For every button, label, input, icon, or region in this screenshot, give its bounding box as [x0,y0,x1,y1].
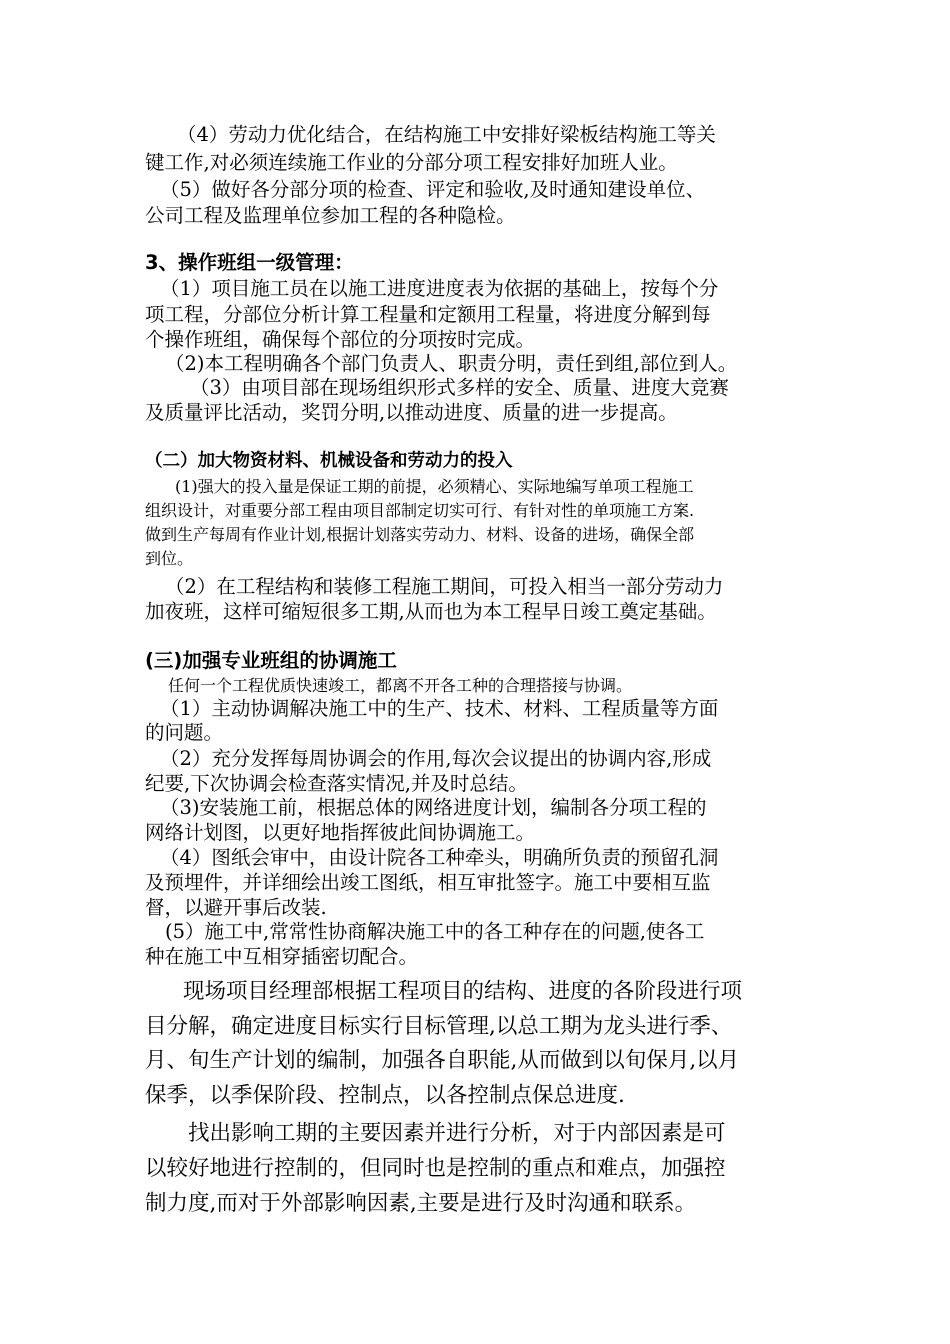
paragraph-line: 个操作班组，确保每个部位的分项按时完成。 [145,328,536,351]
paragraph-line: （2)本工程明确各个部门负责人、职责分明，责任到组,部位到人。 [165,352,738,375]
section-heading: （二）加大物资材料、机械设备和劳动力的投入 [145,451,513,471]
paragraph-line: （3)安装施工前，根据总体的网络进度计划，编制各分项工程的 [160,796,707,819]
section-heading: 3、操作班组一级管理： [145,251,354,274]
paragraph-line: 键工作,对必须连续施工作业的分部分项工程安排好加班人业。 [145,151,678,174]
paragraph-line-large: 以较好地进行控制的，但同时也是控制的重点和难点，加强控 [145,1156,726,1181]
paragraph-line: 的问题。 [145,721,224,744]
paragraph-line: 纪要,下次协调会检查落实情况,并及时总结。 [145,772,528,795]
paragraph-line: (5）施工中,常常性协商解决施工中的各工种存在的问题,使各工 [165,920,705,943]
paragraph-line-large: 目分解，确定进度目标实行目标管理,以总工期为龙头进行季、 [145,1014,733,1039]
paragraph-line: 督，以避开事后改装. [145,896,327,919]
paragraph-line: （4）劳动力优化结合，在结构施工中安排好梁板结构施工等关 [177,123,716,146]
paragraph-line-small: (1)强大的投入量是保证工期的前提，必须精心、实际地编写单项工程施工 [175,477,694,496]
paragraph-line: 公司工程及监理单位参加工程的各种隐检。 [145,204,516,227]
paragraph-line: 网络计划图，以更好地指挥彼此间协调施工。 [145,821,536,844]
paragraph-line-large: 保季，以季保阶段、控制点，以各控制点保总进度. [145,1083,625,1108]
paragraph-line: （3）由项目部在现场组织形式多样的安全、质量、进度大竞赛 [190,376,729,399]
paragraph-line-large: 找出影响工期的主要因素并进行分析，对于内部因素是可 [188,1121,726,1146]
paragraph-line: （1）主动协调解决施工中的生产、技术、材料、工程质量等方面 [160,697,719,720]
paragraph-line: （1）项目施工员在以施工进度进度表为依据的基础上，按每个分 [160,277,719,300]
paragraph-line-small: 组织设计，对重要分部工程由项目部制定切实可行、有针对性的单项施工方案. [145,501,695,520]
paragraph-line-small: 任何一个工程优质快速竣工，都离不开各工种的合理搭接与协调。 [168,676,633,695]
paragraph-line: 种在施工中互相穿插密切配合。 [145,945,419,968]
paragraph-line-small: 做到生产每周有作业计划,根据计划落实劳动力、材料、设备的进场，确保全部 [145,525,695,544]
paragraph-line-small: 到位。 [145,549,194,568]
paragraph-line: （5）做好各分部分项的检查、评定和验收,及时通知建设单位、 [160,178,706,201]
paragraph-line: （2）充分发挥每周协调会的作用,每次会议提出的协调内容,形成 [160,747,712,770]
paragraph-line: 项工程，分部位分析计算工程量和定额用工程量，将进度分解到每 [145,303,711,326]
paragraph-line: （4）图纸会审中，由设计院各工种牵头，明确所负责的预留孔洞 [160,846,719,869]
paragraph-line: 及质量评比活动，奖罚分明,以推动进度、质量的进一步提高。 [145,401,678,424]
section-heading: (三)加强专业班组的协调施工 [145,649,397,672]
paragraph-line-large: 现场项目经理部根据工程项目的结构、进度的各阶段进行项 [183,979,743,1004]
paragraph-line: （2）在工程结构和装修工程施工期间，可投入相当一部分劳动力 [165,575,724,598]
paragraph-line-large: 制力度,而对于外部影响因素,主要是进行及时沟通和联系。 [145,1191,697,1216]
paragraph-line-large: 月、旬生产计划的编制，加强各自职能,从而做到以旬保月,以月 [145,1048,740,1073]
paragraph-line: 及预埋件，并详细绘出竣工图纸，相互审批签字。施工中要相互监 [145,871,711,894]
paragraph-line: 加夜班，这样可缩短很多工期,从而也为本工程早日竣工奠定基础。 [145,600,717,623]
